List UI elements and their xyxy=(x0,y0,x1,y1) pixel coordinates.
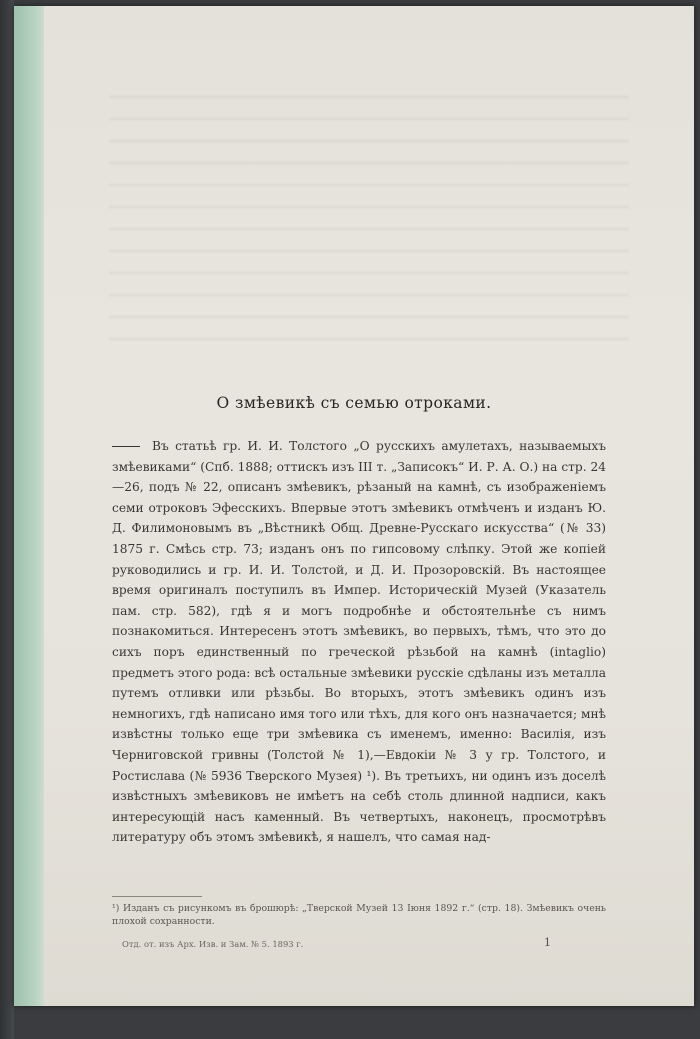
binding-strip xyxy=(14,6,44,1006)
article-body-text: Въ статьѣ гр. И. И. Толстого „О русскихъ амулетахъ, называемыхъ змѣевиками“ (Спб. 1888; оттискъ изъ III т. „Записокъ“ И. Р. А. О.) на стр. 24—26, подъ № 22, описанъ змѣевикъ, рѣзаный на камнѣ, съ изображеніемъ семи отроковъ Эфесскихъ. Впервые этотъ змѣевикъ отмѣченъ и изданъ Ю. Д. Филимоновымъ въ „Вѣстникѣ Общ. Древне-Русскаго искусства“ (№ 33) 1875 г. Смѣсь стр. 73; изданъ онъ по гипсовому слѣпку. Этой же копіей руководились и гр. И. И. Толстой, и Д. И. Прозоровскій. Въ настоящее время оригиналъ поступилъ въ Импер. Историческій Музей (Указатель пам. стр. 582), гдѣ я и могъ подробнѣе и обстоятельнѣе съ нимъ познакомиться. Интересенъ этотъ змѣевикъ, во первыхъ, тѣмъ, что это до сихъ поръ единственный по греческой рѣзьбой на камнѣ (intaglio) предметъ этого рода: всѣ остальные змѣевики русскіе сдѣланы изъ металла путемъ отливки или рѣзьбы. Во вторыхъ, этотъ змѣевикъ одинъ изъ немногихъ, гдѣ написано имя того или тѣхъ, для кого онъ назначается; мнѣ извѣстны только еще три змѣевика съ именемъ, именно: Василія, изъ Черниговской гривны (Толстой № 1),—Евдокіи № 3 у гр. Толстого, и Ростислава (№ 5936 Тверского Музея) ¹). Въ третьихъ, ни одинъ изъ доселѣ извѣстныхъ змѣевиковъ не имѣетъ на себѣ столь длинной надписи, какъ интересующій насъ каменный. Въ четвертыхъ, наконецъ, просмотрѣвъ литературу объ этомъ змѣевикѣ, я нашелъ, что самая над- xyxy=(112,439,606,845)
article-body xyxy=(112,436,606,848)
footnote: ¹) Изданъ съ рисункомъ въ брошюрѣ: „Тверской Музей 13 Іюня 1892 г.“ (стр. 18). Змѣевикъ очень плохой сохранности. xyxy=(112,903,606,927)
footnote-rule xyxy=(112,896,202,897)
opening-dash xyxy=(112,446,140,447)
background-left-edge xyxy=(0,0,14,1039)
signature-mark: 1 xyxy=(544,936,551,949)
document-page xyxy=(14,6,694,1006)
imprint-line: Отд. от. изъ Арх. Изв. и Зам. № 5. 1893 г. xyxy=(122,939,304,949)
article-title: О змѣевикѣ съ семью отроками. xyxy=(216,394,492,412)
show-through-text xyxy=(109,96,629,346)
